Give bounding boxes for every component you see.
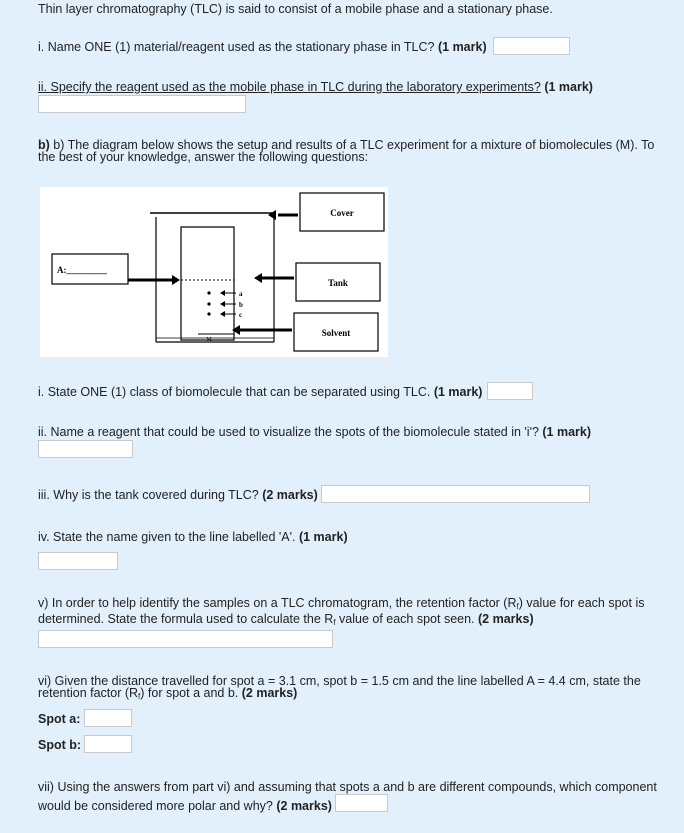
- question-b-i-marks: (1 mark): [433, 385, 483, 399]
- question-b-vi-text-2: ) for spot a and b.: [140, 686, 239, 700]
- question-b-intro: b) b) The diagram below shows the setup and results of a TLC experiment for a mixture of biomolecules (M). To the best of your knowledge, answer the following questions:: [38, 138, 655, 164]
- question-b-ii-text: ii. Name a reagent that could be used to visualize the spots of the biomolecule stated in 'i'?: [38, 425, 539, 439]
- question-b-vi-sub: f: [138, 692, 141, 701]
- line-a-label: A:_________: [57, 265, 107, 275]
- spot-a-label-row: [38, 712, 80, 726]
- spot-a-arrowhead: [220, 290, 225, 296]
- question-b-i: [38, 385, 482, 399]
- question-b-vi-marks: (2 marks): [241, 686, 298, 700]
- question-a-i: [38, 40, 487, 54]
- question-b-iii-marks: (2 marks): [262, 488, 318, 502]
- mixture-label: M: [206, 337, 212, 343]
- answer-a-ii-input[interactable]: [38, 95, 246, 113]
- question-b-iv-marks: (1 mark): [298, 530, 348, 544]
- question-b-ii-marks: (1 mark): [542, 425, 592, 439]
- answer-b-i-input[interactable]: [487, 382, 533, 400]
- question-b-v-sub-2: f: [333, 618, 336, 627]
- tlc-plate: [181, 227, 234, 340]
- question-b-vi-text-1: vi) Given the distance travelled for spot a = 3.1 cm, spot b = 1.5 cm and the line labelled A = 4.4 cm, state the retention factor (R: [38, 674, 641, 700]
- answer-b-iii-input[interactable]: [321, 485, 590, 503]
- question-a-i-marks: (1 mark): [437, 40, 487, 54]
- question-b-i-text: i. State ONE (1) class of biomolecule that can be separated using TLC.: [38, 385, 431, 399]
- question-b-v-text-1: v) In order to help identify the samples on a TLC chromatogram, the retention factor (R: [38, 596, 517, 610]
- tank-label: Tank: [328, 278, 348, 288]
- solvent-label: Solvent: [321, 328, 351, 338]
- question-b-v: [38, 597, 664, 629]
- intro-text: Thin layer chromatography (TLC) is said to consist of a mobile phase and a stationary phase.: [38, 2, 553, 16]
- cover-label: Cover: [330, 208, 354, 218]
- question-b-iii: [38, 488, 318, 502]
- question-b-vii-marks: (2 marks): [276, 799, 332, 813]
- tank-arrowhead: [254, 273, 262, 283]
- spot-b-answer-label: Spot b:: [38, 738, 82, 752]
- question-b-v-marks: (2 marks): [478, 612, 534, 626]
- question-b-ii: [38, 425, 591, 439]
- question-a-i-text: i. Name ONE (1) material/reagent used as the stationary phase in TLC?: [38, 40, 435, 54]
- question-b-v-text-3: value of each spot seen.: [335, 612, 475, 626]
- spot-b-answer-input[interactable]: [84, 735, 132, 753]
- answer-b-vii-input[interactable]: [335, 794, 388, 812]
- spot-b-label: b: [239, 301, 243, 309]
- spot-c: [207, 312, 210, 315]
- answer-b-iv-input[interactable]: [38, 552, 118, 570]
- spot-a-label: a: [239, 290, 243, 298]
- question-a-ii-marks: (1 mark): [544, 80, 593, 94]
- question-b-vii-text: vii) Using the answers from part vi) and assuming that spots a and b are different compounds, which component would be considered more polar and why?: [38, 780, 657, 813]
- cover-arrowhead: [268, 210, 276, 220]
- question-b-intro-text: b) The diagram below shows the setup and results of a TLC experiment for a mixture of biomolecules (M). To the best of your knowledge, answer the following questions:: [38, 138, 655, 164]
- spot-b-arrowhead: [220, 301, 225, 307]
- question-b-iv: [38, 530, 348, 544]
- question-b-vi: [38, 675, 664, 703]
- question-b-v-text-2: ) value for each spot is determined. State the formula used to calculate the R: [38, 596, 645, 626]
- spot-c-label: c: [239, 311, 243, 319]
- spot-a-answer-input[interactable]: [84, 709, 132, 727]
- tlc-diagram-svg: [40, 187, 388, 357]
- spot-b: [207, 302, 210, 305]
- question-b-iii-text: iii. Why is the tank covered during TLC?: [38, 488, 259, 502]
- answer-a-i-input[interactable]: [493, 37, 570, 55]
- tlc-diagram: [40, 187, 388, 357]
- question-b-v-sub-1: f: [516, 602, 519, 611]
- spot-a-answer-label: Spot a:: [38, 712, 81, 726]
- answer-b-v-input[interactable]: [38, 630, 333, 648]
- spot-c-arrowhead: [220, 311, 225, 317]
- spot-b-label-row: [38, 738, 81, 752]
- spot-a: [207, 291, 210, 294]
- question-b-iv-text: iv. State the name given to the line labelled 'A'.: [38, 530, 296, 544]
- question-a-ii-text: ii. Specify the reagent used as the mobile phase in TLC during the laboratory experiments?: [38, 80, 541, 94]
- label-a-arrowhead: [172, 275, 180, 285]
- answer-b-ii-input[interactable]: [38, 440, 133, 458]
- question-a-ii: [38, 80, 593, 94]
